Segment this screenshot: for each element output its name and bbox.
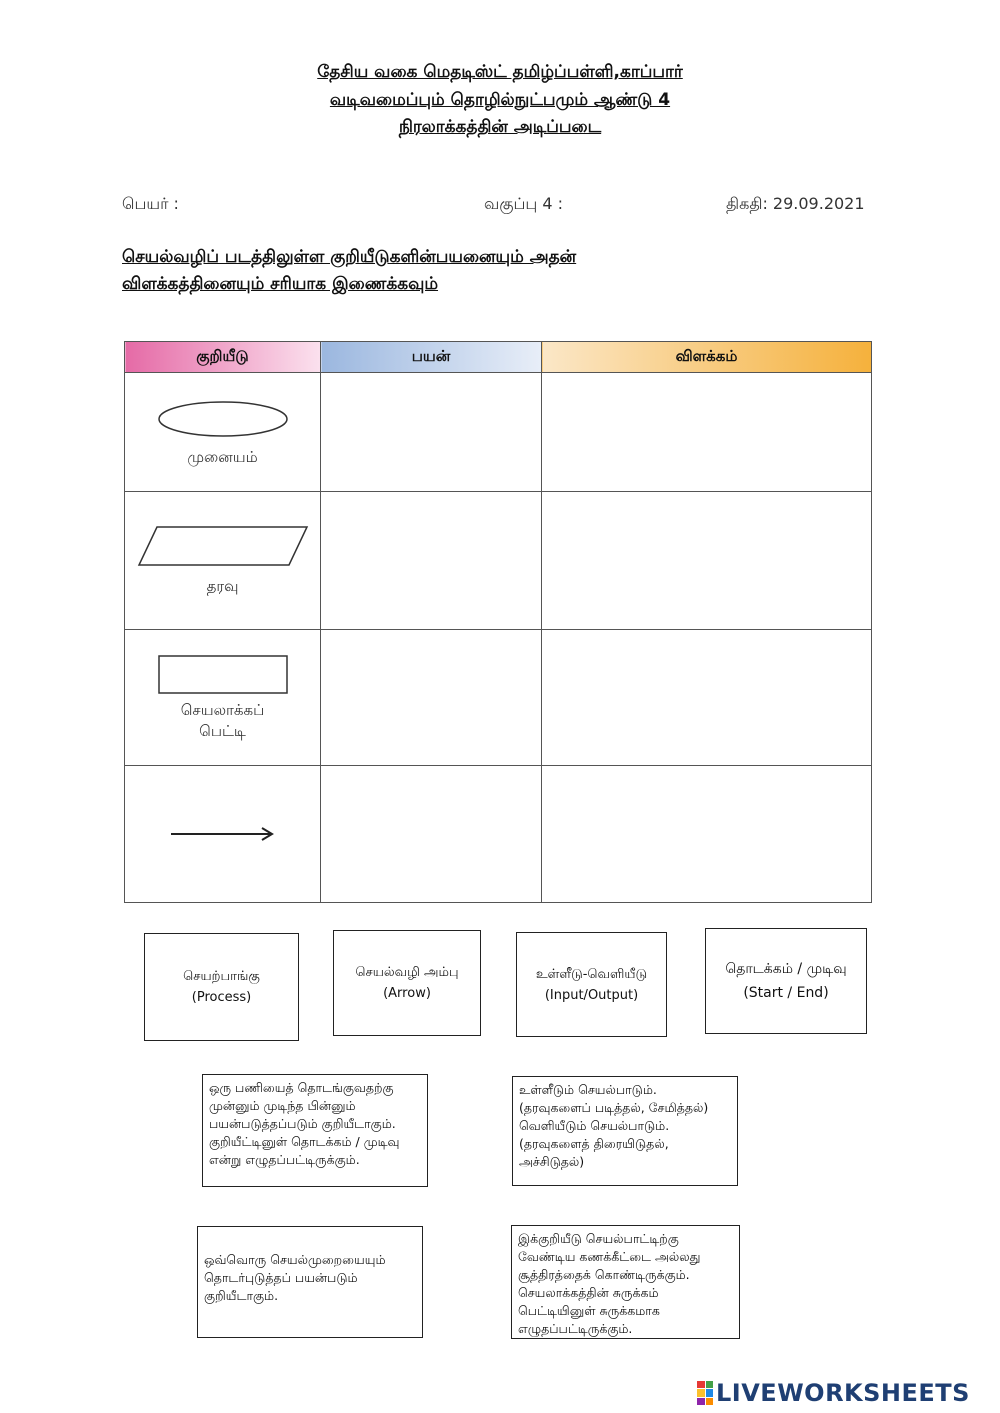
instruction-line-1: செயல்வழிப் படத்திலுள்ள குறியீடுகளின்பயனையும் அதன் [122, 247, 577, 267]
description-line: தொடர்புடுத்தப் பயன்படும் [204, 1270, 358, 1285]
description-input-output[interactable] [512, 1076, 738, 1186]
logo-badge-icon [697, 1381, 713, 1405]
symbol-label: செயலாக்கப் [180, 700, 265, 719]
card-label-en: (Start / End) [743, 985, 829, 1001]
symbol-table [124, 341, 872, 903]
use-drop-zone[interactable] [321, 373, 542, 492]
symbol-label: தரவு [206, 577, 239, 596]
use-drop-zone[interactable] [321, 492, 542, 630]
explanation-drop-zone[interactable] [542, 373, 872, 492]
liveworksheets-logo [697, 1379, 970, 1407]
class-label: வகுப்பு 4 : [484, 194, 563, 213]
description-line: குறியீடாகும். [204, 1288, 279, 1303]
description-process[interactable] [511, 1225, 740, 1339]
description-line: பயன்படுத்தப்படும் குறியீடாகும். [209, 1116, 396, 1131]
explanation-drop-zone[interactable] [542, 492, 872, 630]
symbol-cell [125, 373, 321, 492]
card-label-en: (Input/Output) [544, 987, 639, 1003]
explanation-drop-zone[interactable] [542, 629, 872, 766]
header-symbol: குறியீடு [125, 342, 321, 373]
terminal-oval-icon [153, 397, 293, 441]
description-line: இக்குறியீடு செயல்பாட்டிற்கு [518, 1231, 679, 1246]
card-label-en: (Process) [191, 990, 252, 1005]
description-line: வெளியீடும் செயல்பாடும். [519, 1118, 670, 1133]
symbol-cell [125, 766, 321, 903]
symbol-cell [125, 492, 321, 630]
description-line: குறியீட்டினுள் தொடக்கம் / முடிவு [209, 1134, 400, 1149]
card-label-en: (Arrow) [383, 986, 431, 1001]
topic-title: நிரலாக்கத்தின் அடிப்படை [398, 117, 602, 137]
table-row [125, 766, 872, 903]
description-line: ஒரு பணியைத் தொடங்குவதற்கு [209, 1080, 394, 1095]
description-line: வேண்டிய கணக்கீட்டை அல்லது [518, 1249, 701, 1264]
description-line: முன்னும் முடிந்த பின்னும் [209, 1098, 356, 1113]
symbol-cell [125, 629, 321, 766]
description-line: (தரவுகளைத் திரையிடுதல், [519, 1136, 669, 1151]
symbol-label-2: பெட்டி [199, 721, 246, 740]
date-label: திகதி: 29.09.2021 [726, 194, 865, 213]
parallelogram-icon [135, 524, 311, 568]
process-box-icon [157, 654, 289, 696]
school-name: தேசிய வகை மெதடிஸ்ட் தமிழ்ப்பள்ளி,காப்பார் [317, 62, 683, 82]
card-input-output[interactable] [516, 932, 667, 1037]
description-line: (தரவுகளைப் படித்தல், சேமித்தல்) [519, 1100, 709, 1115]
subject-title: வடிவமைப்பும் தொழில்நுட்பமும் ஆண்டு 4 [329, 90, 671, 110]
card-label: செயற்பாங்கு [183, 969, 260, 984]
table-row [125, 629, 872, 766]
card-label: உள்ளீடு-வெளியீடு [535, 966, 648, 982]
description-line: ஒவ்வொரு செயல்முறையையும் [204, 1252, 386, 1267]
description-line: செயலாக்கத்தின் சுருக்கம் [518, 1285, 659, 1300]
description-line: உள்ளீடும் செயல்பாடும். [519, 1082, 657, 1097]
description-start-end[interactable] [202, 1074, 428, 1187]
symbol-label: முனையம் [187, 447, 258, 466]
description-line: பெட்டியினுள் சுருக்கமாக [518, 1303, 660, 1318]
table-row [125, 373, 872, 492]
header-explanation: விளக்கம் [542, 342, 872, 373]
card-arrow[interactable] [333, 930, 481, 1036]
card-process[interactable] [144, 933, 299, 1041]
arrow-right-icon [168, 824, 278, 844]
use-drop-zone[interactable] [321, 766, 542, 903]
description-line: எழுதப்பட்டிருக்கும். [518, 1321, 633, 1336]
explanation-drop-zone[interactable] [542, 766, 872, 903]
logo-text: LIVEWORKSHEETS [716, 1379, 970, 1407]
header-use: பயன் [321, 342, 542, 373]
instruction-line-2: விளக்கத்தினையும் சரியாக இணைக்கவும் [122, 274, 439, 294]
description-line: சூத்திரத்தைக் கொண்டிருக்கும். [518, 1267, 690, 1282]
description-line: என்று எழுதப்பட்டிருக்கும். [209, 1152, 360, 1167]
description-arrow[interactable] [197, 1226, 423, 1338]
description-line: அச்சிடுதல்) [519, 1154, 585, 1169]
table-row [125, 492, 872, 630]
card-label: தொடக்கம் / முடிவு [725, 961, 847, 977]
use-drop-zone[interactable] [321, 629, 542, 766]
card-start-end[interactable] [705, 928, 867, 1034]
name-label: பெயர் : [122, 194, 179, 213]
card-label: செயல்வழி அம்பு [355, 965, 459, 980]
